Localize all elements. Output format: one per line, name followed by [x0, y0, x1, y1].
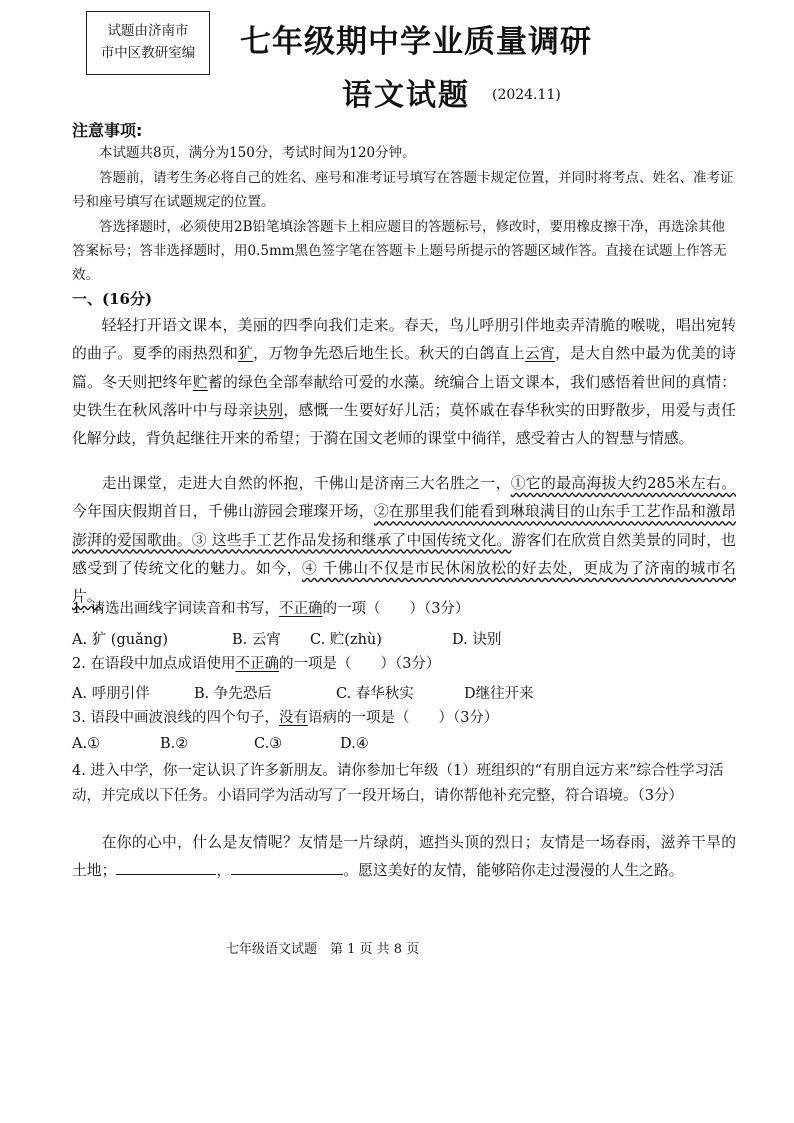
exam-title: 七年级期中学业质量调研 [240, 24, 592, 60]
q2-stem-part-a: 2. 在语段中加点成语使用 [72, 656, 236, 672]
question-1-stem [72, 597, 738, 622]
q2-option-a[interactable]: A. 呼朋引伴 [72, 686, 150, 702]
underlined-word-juebie: 诀别 [253, 401, 284, 419]
q2-stem-key: 不正确 [235, 656, 279, 672]
passage2-text-3: 游客们在欣赏自然美景的同时，也感受到了传统文化的魅力。如今， [72, 531, 736, 577]
wavy-sentence-4: ④ 千佛山不仅是市民休闲放松的好去处，更成为了济南的城市名片。 [72, 559, 736, 606]
passage2-text-1: 走出课堂，走进大自然的怀抱，千佛山是济南三大名胜之一， [101, 475, 511, 492]
notice-item-1: 本试题共8页，满分为150分，考试时间为120分钟。 [99, 145, 416, 161]
q3-option-b[interactable]: B.② [160, 736, 189, 752]
underlined-word-zhu: 贮 [192, 373, 208, 391]
section-1-heading: 一、(16分) [72, 290, 153, 308]
q3-option-c[interactable]: C.③ [254, 736, 283, 752]
q3-stem-key: 没有 [278, 710, 308, 726]
question-3-options [72, 736, 369, 752]
q4-blank-2[interactable] [231, 860, 343, 875]
q1-option-c[interactable]: C. 贮(zhù) [310, 632, 382, 648]
question-1-options [72, 628, 501, 649]
question-3-stem [72, 706, 738, 731]
passage1-text-2: ，万物争先恐后地生长。秋天的白鸽直上 [253, 345, 525, 363]
exam-subject: 语文试题 [342, 78, 470, 113]
q1-option-d[interactable]: D. 诀别 [452, 632, 502, 648]
passage-paragraph-1 [72, 312, 736, 453]
question-2-options [72, 682, 534, 703]
passage-paragraph-2 [72, 470, 736, 611]
q4-text-b: 。愿这美好的友情，能够陪你走过漫漫的人生之路。 [343, 862, 684, 880]
underlined-word-kuang: 犷 [238, 345, 254, 363]
wavy-sentence-3: ③ 这些手工艺作品发扬和继承了中国传统文化。 [191, 531, 512, 549]
q4-separator: ， [216, 862, 232, 880]
passage1-text-5: ，感慨一生要好好儿活；莫怀戚在春华秋实的田野散步，用爱与责任化解分歧，背负起继往开来的希望；于漪在国文老师的课堂中徜徉，感受着古人的智慧与情感。 [72, 401, 736, 448]
q1-stem-part-b: 的一项（ ）（3分） [322, 601, 470, 617]
stamp-line-2: 市中区教研室编 [100, 45, 196, 61]
q4-text-a: 在你的心中，什么是友情呢？友情是一片绿荫，遮挡头顶的烈日；友情是一场春雨，滋养干旱的土地； [72, 834, 736, 880]
wavy-sentence-2: ②在那里我们能看到琳琅满目的山东手工艺作品和激昂澎湃的爱国歌曲。 [72, 503, 736, 549]
underlined-word-yunxiao: 云宵 [524, 345, 556, 363]
source-stamp [86, 11, 210, 75]
question-4-passage [72, 829, 736, 886]
question-4-stem: 4. 进入中学，你一定认识了许多新朋友。请你参加七年级（1）班组织的“有朋自远方来”综合性学习活动，并完成以下任务。小语同学为活动写了一段开场白，请你帮他补充完整，符合语境。（3分） [72, 763, 724, 804]
notice-heading: 注意事项: [72, 121, 143, 140]
q2-stem-part-b: 的一项是（ ）（3分） [278, 656, 441, 672]
q3-stem-part-b: 语病的一项是（ ）（3分） [307, 710, 499, 726]
q3-stem-part-a: 3. 语段中画波浪线的四个句子， [72, 710, 279, 726]
q3-option-d[interactable]: D.④ [340, 736, 369, 752]
passage1-text-3: ，是大自然中最为优美的诗篇。冬天则把终年 [72, 345, 736, 391]
q3-option-a[interactable]: A.① [72, 736, 101, 752]
q2-option-d[interactable]: D继往开来 [464, 686, 534, 702]
q1-option-b[interactable]: B. 云宵 [232, 632, 281, 648]
q1-stem-key: 不正确 [278, 601, 323, 617]
q2-option-b[interactable]: B. 争先恐后 [194, 686, 272, 702]
notice-item-3: 答选择题时，必须使用2B铅笔填涂答题卡上相应题目的答题标号，修改时，要用橡皮擦干净，再选涂其他答案标号；答非选择题时，用0.5mm黑色签字笔在答题卡上题号所提示的答题区域作答。直接在试题上作答无效。 [72, 219, 727, 283]
passage2-text-2: 今年国庆假期首日，千佛山游园会璀璨开场， [72, 503, 374, 521]
q4-blank-1[interactable] [116, 860, 216, 875]
notice-item-2: 答题前，请考生务必将自己的姓名、座号和准考证号填写在答题卡规定位置，并同时将考点、姓名、准考证号和座号填写在试题规定的位置。 [72, 170, 734, 210]
stamp-line-1: 试题由济南市 [107, 23, 189, 39]
exam-date: (2024.11) [492, 87, 561, 103]
q1-option-a[interactable]: A. 犷 (guǎng) [72, 632, 168, 648]
page-footer: 七年级语文试题 第 1 页 共 8 页 [226, 942, 420, 957]
passage1-text-4: 蓄的绿色全部奉献给可爱的水藻。统编合上语文课本，我们感悟着世间的真情：史铁生在秋风落叶中与母亲 [72, 373, 736, 419]
q1-stem-part-a: 1. 请选出画线字词读音和书写， [72, 601, 279, 617]
q2-option-c[interactable]: C. 春华秋实 [336, 686, 414, 702]
wavy-sentence-1: ①它的最高海拔大约285米左右。 [510, 475, 736, 492]
question-2-stem [72, 652, 738, 677]
passage1-text-1: 轻轻打开语文课本，美丽的四季向我们走来。春天，鸟儿呼朋引伴地卖弄清脆的喉咙，唱出宛转的曲子。夏季的雨热烈和 [72, 317, 736, 363]
